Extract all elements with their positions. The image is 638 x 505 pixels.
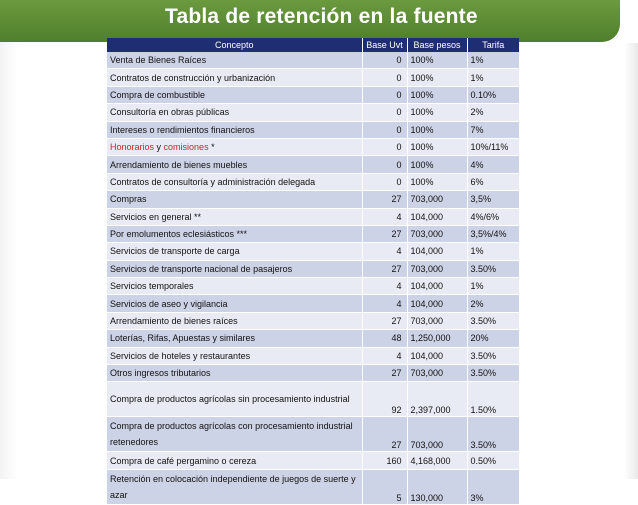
table-row (107, 417, 519, 452)
cell-concepto: Venta de Bienes Raíces (107, 52, 362, 69)
cell-concepto: Por emolumentos eclesiásticos *** (107, 225, 362, 242)
cell-base-uvt: 0 (362, 86, 407, 103)
table-row (107, 138, 519, 155)
table-row (107, 69, 519, 86)
cell-tarifa: 1% (467, 69, 519, 86)
cell-tarifa: 3,5%/4% (467, 225, 519, 242)
cell-concepto: Servicios de transporte nacional de pasajeros (107, 260, 362, 277)
cell-base-uvt: 27 (362, 225, 407, 242)
cell-base-uvt: 5 (362, 469, 407, 504)
table-row (107, 330, 519, 347)
header-tarifa: Tarifa (467, 38, 519, 52)
cell-tarifa: 3% (467, 469, 519, 504)
cell-tarifa: 1.50% (467, 382, 519, 417)
cell-tarifa: 3.50% (467, 417, 519, 452)
cell-base-pesos: 703,000 (407, 260, 467, 277)
cell-base-pesos: 100% (407, 69, 467, 86)
table-row (107, 121, 519, 138)
cell-tarifa: 1% (467, 278, 519, 295)
slide-title: Tabla de retención en la fuente (165, 5, 478, 28)
cell-base-uvt: 0 (362, 104, 407, 121)
cell-concepto: Compra de café pergamino o cereza (107, 452, 362, 469)
cell-base-uvt: 4 (362, 347, 407, 364)
cell-base-pesos: 4,168,000 (407, 452, 467, 469)
cell-base-uvt: 27 (362, 365, 407, 382)
asterisk-text: * (208, 142, 215, 153)
cell-base-uvt: 0 (362, 69, 407, 86)
cell-base-uvt: 0 (362, 173, 407, 190)
cell-base-pesos: 703,000 (407, 417, 467, 452)
table-row (107, 312, 519, 329)
cell-base-pesos: 104,000 (407, 243, 467, 260)
cell-tarifa: 3,5% (467, 191, 519, 208)
connector-text: y (154, 142, 164, 153)
table-row (107, 208, 519, 225)
cell-tarifa: 4%/6% (467, 208, 519, 225)
cell-concepto: Retención en colocación independiente de juegos de suerte y azar (107, 469, 362, 504)
cell-base-uvt: 27 (362, 417, 407, 452)
cell-base-pesos: 703,000 (407, 225, 467, 242)
table-row (107, 86, 519, 103)
cell-base-uvt: 0 (362, 121, 407, 138)
table-row (107, 347, 519, 364)
cell-tarifa: 0.50% (467, 452, 519, 469)
cell-concepto: Contratos de construcción y urbanización (107, 69, 362, 86)
cell-base-pesos: 703,000 (407, 312, 467, 329)
header-concepto: Concepto (107, 38, 362, 52)
cell-base-pesos: 104,000 (407, 295, 467, 312)
cell-concepto: Otros ingresos tributarios (107, 365, 362, 382)
cell-tarifa: 3.50% (467, 347, 519, 364)
table-row (107, 52, 519, 69)
cell-base-uvt: 0 (362, 52, 407, 69)
cell-concepto: Arrendamiento de bienes raíces (107, 312, 362, 329)
cell-tarifa: 6% (467, 173, 519, 190)
cell-concepto: Servicios temporales (107, 278, 362, 295)
cell-tarifa: 3.50% (467, 365, 519, 382)
cell-base-uvt: 4 (362, 208, 407, 225)
cell-base-uvt: 27 (362, 191, 407, 208)
table-row (107, 382, 519, 417)
cell-base-pesos: 1,250,000 (407, 330, 467, 347)
cell-base-pesos: 104,000 (407, 278, 467, 295)
honorarios-text: Honorarios (110, 142, 155, 153)
cell-tarifa: 2% (467, 295, 519, 312)
cell-base-pesos: 130,000 (407, 469, 467, 504)
header-base-pesos: Base pesos (407, 38, 467, 52)
cell-tarifa: 0.10% (467, 86, 519, 103)
cell-base-uvt: 160 (362, 452, 407, 469)
cell-base-pesos: 104,000 (407, 208, 467, 225)
cell-base-pesos: 100% (407, 104, 467, 121)
table-row (107, 295, 519, 312)
cell-tarifa: 7% (467, 121, 519, 138)
cell-tarifa: 1% (467, 52, 519, 69)
cell-concepto: Servicios de aseo y vigilancia (107, 295, 362, 312)
cell-base-pesos: 100% (407, 173, 467, 190)
cell-base-pesos: 100% (407, 156, 467, 173)
cell-base-pesos: 100% (407, 86, 467, 103)
cell-base-uvt: 27 (362, 312, 407, 329)
table-row (107, 243, 519, 260)
right-decoration (624, 43, 638, 479)
cell-concepto: Compras (107, 191, 362, 208)
cell-concepto: Servicios en general ** (107, 208, 362, 225)
retention-table (107, 38, 519, 505)
cell-base-uvt: 4 (362, 243, 407, 260)
cell-base-pesos: 703,000 (407, 191, 467, 208)
comisiones-text: comisiones (163, 142, 209, 153)
cell-base-pesos: 100% (407, 52, 467, 69)
table-row (107, 173, 519, 190)
table-row (107, 191, 519, 208)
cell-concepto: Consultoría en obras públicas (107, 104, 362, 121)
cell-concepto (107, 138, 362, 155)
cell-base-pesos: 703,000 (407, 365, 467, 382)
table-header-row (107, 38, 519, 52)
cell-base-pesos: 104,000 (407, 347, 467, 364)
cell-base-pesos: 100% (407, 121, 467, 138)
cell-tarifa: 10%/11% (467, 138, 519, 155)
cell-base-uvt: 0 (362, 138, 407, 155)
cell-concepto: Servicios de transporte de carga (107, 243, 362, 260)
cell-concepto: Compra de productos agrícolas con procesamiento industrial retenedores (107, 417, 362, 452)
cell-base-uvt: 27 (362, 260, 407, 277)
cell-tarifa: 20% (467, 330, 519, 347)
table-row (107, 260, 519, 277)
cell-tarifa: 4% (467, 156, 519, 173)
cell-concepto: Contratos de consultoría y administración delegada (107, 173, 362, 190)
cell-base-pesos: 100% (407, 138, 467, 155)
cell-concepto: Compra de combustible (107, 86, 362, 103)
cell-base-uvt: 92 (362, 382, 407, 417)
cell-tarifa: 3.50% (467, 260, 519, 277)
table-row (107, 469, 519, 504)
cell-concepto: Arrendamiento de bienes muebles (107, 156, 362, 173)
cell-base-pesos: 2,397,000 (407, 382, 467, 417)
cell-base-uvt: 4 (362, 278, 407, 295)
table-row (107, 365, 519, 382)
cell-base-uvt: 4 (362, 295, 407, 312)
table-row (107, 278, 519, 295)
cell-tarifa: 3.50% (467, 312, 519, 329)
table-row (107, 156, 519, 173)
left-shadow (0, 0, 18, 479)
table-row (107, 225, 519, 242)
header-base-uvt: Base Uvt (362, 38, 407, 52)
cell-base-uvt: 0 (362, 156, 407, 173)
cell-concepto: Intereses o rendimientos financieros (107, 121, 362, 138)
cell-concepto: Compra de productos agrícolas sin procesamiento industrial (107, 382, 362, 417)
cell-tarifa: 2% (467, 104, 519, 121)
cell-concepto: Servicios de hoteles y restaurantes (107, 347, 362, 364)
cell-concepto: Loterías, Rifas, Apuestas y similares (107, 330, 362, 347)
table-row (107, 452, 519, 469)
cell-base-uvt: 48 (362, 330, 407, 347)
cell-tarifa: 1% (467, 243, 519, 260)
table-row (107, 104, 519, 121)
